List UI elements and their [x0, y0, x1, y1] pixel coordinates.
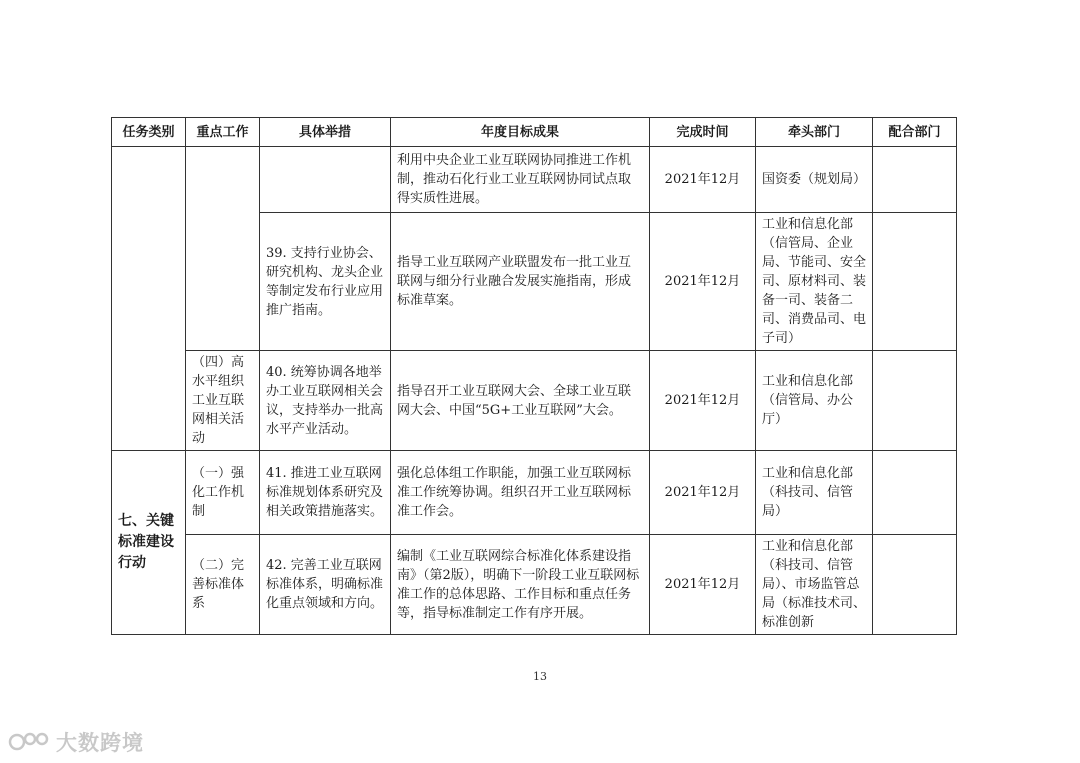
lead-dept-cell: 工业和信息化部（科技司、信管局）	[756, 451, 873, 535]
table-row	[112, 451, 957, 535]
header-task-category: 任务类别	[112, 118, 186, 147]
task-category-cell	[112, 147, 186, 451]
support-dept-cell	[873, 535, 957, 635]
key-work-cell: （二）完善标准体系	[186, 535, 260, 635]
page-number: 13	[533, 670, 547, 683]
support-dept-cell	[873, 351, 957, 451]
target-cell: 指导工业互联网产业联盟发布一批工业互联网与细分行业融合发展实施指南，形成标准草案。	[391, 213, 650, 351]
lead-dept-cell: 国资委（规划局）	[756, 147, 873, 213]
header-lead-department: 牵头部门	[756, 118, 873, 147]
measure-cell: 39. 支持行业协会、研究机构、龙头企业等制定发布行业应用推广指南。	[260, 213, 391, 351]
time-cell: 2021年12月	[650, 147, 756, 213]
watermark-logo-icon	[8, 730, 52, 754]
task-table	[111, 117, 957, 635]
target-cell: 编制《工业互联网综合标准化体系建设指南》（第2版），明确下一阶段工业互联网标准工作的总体思路、工作目标和重点任务等，指导标准制定工作有序开展。	[391, 535, 650, 635]
header-key-work: 重点工作	[186, 118, 260, 147]
time-cell: 2021年12月	[650, 535, 756, 635]
target-cell: 利用中央企业工业互联网协同推进工作机制，推动石化行业工业互联网协同试点取得实质性进展。	[391, 147, 650, 213]
header-measures: 具体举措	[260, 118, 391, 147]
support-dept-cell	[873, 451, 957, 535]
table-row	[112, 147, 957, 213]
support-dept-cell	[873, 213, 957, 351]
watermark	[8, 727, 144, 757]
table-header-row	[112, 118, 957, 147]
watermark-text: 大数跨境	[56, 731, 144, 755]
target-cell: 指导召开工业互联网大会、全球工业互联网大会、中国“5G+工业互联网”大会。	[391, 351, 650, 451]
key-work-cell	[186, 147, 260, 351]
measure-cell: 40. 统筹协调各地举办工业互联网相关会议，支持举办一批高水平产业活动。	[260, 351, 391, 451]
key-work-cell: （四）高水平组织工业互联网相关活动	[186, 351, 260, 451]
header-completion-time: 完成时间	[650, 118, 756, 147]
table-row	[112, 351, 957, 451]
time-cell: 2021年12月	[650, 213, 756, 351]
lead-dept-cell: 工业和信息化部（信管局、办公厅）	[756, 351, 873, 451]
lead-dept-cell: 工业和信息化部（科技司、信管局）、市场监管总局（标准技术司、标准创新	[756, 535, 873, 635]
task-category-cell: 七、关键标准建设行动	[112, 451, 186, 635]
time-cell: 2021年12月	[650, 351, 756, 451]
measure-cell: 42. 完善工业互联网标准体系，明确标准化重点领域和方向。	[260, 535, 391, 635]
measure-cell: 41. 推进工业互联网标准规划体系研究及相关政策措施落实。	[260, 451, 391, 535]
table-row	[112, 535, 957, 635]
time-cell: 2021年12月	[650, 451, 756, 535]
header-support-department: 配合部门	[873, 118, 957, 147]
header-annual-target: 年度目标成果	[391, 118, 650, 147]
key-work-cell: （一）强化工作机制	[186, 451, 260, 535]
lead-dept-cell: 工业和信息化部（信管局、企业局、节能司、安全司、原材料司、装备一司、装备二司、消费品司、电子司）	[756, 213, 873, 351]
target-cell: 强化总体组工作职能，加强工业互联网标准工作统筹协调。组织召开工业互联网标准工作会。	[391, 451, 650, 535]
measure-cell	[260, 147, 391, 213]
support-dept-cell	[873, 147, 957, 213]
